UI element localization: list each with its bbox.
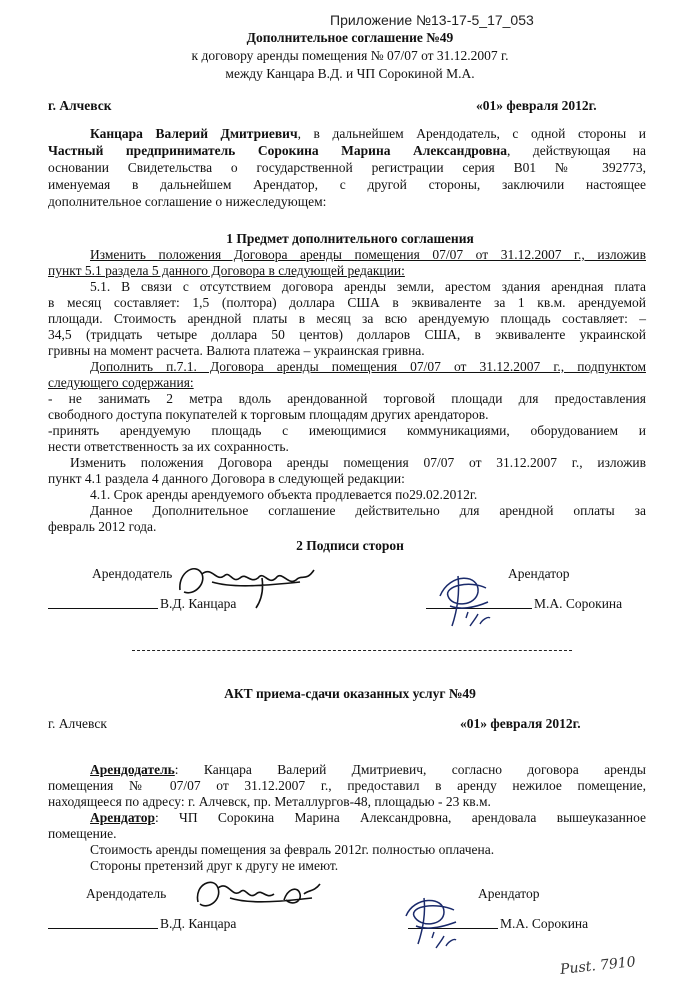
intro-line-1-rest: , в дальнейшем Арендодатель, с одной стороны и — [297, 126, 647, 141]
act-p2-line-1 — [90, 810, 646, 826]
act-p2-line-1-rest: : ЧП Сорокина Марина Александровна, арендовала вышеуказанное — [154, 810, 646, 825]
agreement-landlord-label: Арендодатель — [92, 566, 173, 581]
act-cost-line: Стоимость аренды помещения за февраль 2012г. полностью оплачена. — [90, 842, 495, 857]
registration-note: Pust. 7910 — [559, 954, 637, 978]
s1-line-13: нести ответственность за их сохранность. — [48, 439, 289, 454]
act-tenant-label: Арендатор — [478, 886, 540, 901]
agreement-subtitle-contract: к договору аренды помещения № 07/07 от 31.12.2007 г. — [191, 48, 509, 63]
agreement-landlord-sign-line — [48, 608, 158, 609]
tenant-signature-1 — [430, 566, 500, 636]
act-p2-line-2: помещение. — [48, 826, 117, 841]
s1-line-7: гривны на момент расчета. Валюта платежа – украинская гривна. — [48, 343, 425, 358]
act-city: г. Алчевск — [48, 716, 107, 731]
act-title: АКТ приема-сдачи оказанных услуг №49 — [224, 686, 476, 701]
s1-line-11: свободного доступа покупателей к торговым площадям других арендаторов. — [48, 407, 489, 422]
s1-line-1: Изменить положения Договора аренды помещения 07/07 от 31.12.2007 г., изложив — [90, 247, 646, 262]
intro-line-5: дополнительное соглашение о нижеследующем: — [48, 194, 327, 209]
tenant-full-name: Частный предприниматель Сорокина Марина Александровна — [48, 143, 508, 158]
act-landlord-label-bold: Арендодатель — [90, 762, 175, 777]
agreement-landlord-name: В.Д. Канцара — [160, 596, 237, 611]
s1-line-14: Изменить положения Договора аренды помещения 07/07 от 31.12.2007 г., изложив — [70, 455, 646, 470]
act-p1-line-2: помещения № 07/07 от 31.12.2007 г., предоставил в аренду нежилое помещение, — [48, 778, 646, 793]
landlord-full-name: Канцара Валерий Дмитриевич — [90, 126, 298, 141]
act-claims-line: Стороны претензий друг к другу не имеют. — [90, 858, 339, 873]
s1-line-8: Дополнить п.7.1. Договора аренды помещения 07/07 от 31.12.2007 г., подпунктом — [90, 359, 646, 374]
section-divider — [132, 650, 572, 651]
s1-line-9: следующего содержания: — [48, 375, 194, 390]
s1-line-6: 34,5 (тридцать четыре доллара 50 центов) долларов США, в эквиваленте украинской — [48, 327, 646, 342]
act-p1-line-1 — [90, 762, 646, 778]
agreement-city: г. Алчевск — [48, 98, 112, 113]
act-date: «01» февраля 2012г. — [460, 716, 581, 731]
agreement-title: Дополнительное соглашение №49 — [246, 30, 454, 45]
act-tenant-label-bold: Арендатор — [90, 810, 155, 825]
appendix-label: Приложение №13-17-5_17_053 — [330, 12, 534, 28]
s1-line-16: 4.1. Срок аренды арендуемого объекта продлевается по29.02.2012г. — [90, 487, 478, 502]
landlord-signature-2 — [188, 870, 328, 922]
agreement-tenant-label: Арендатор — [508, 566, 570, 581]
landlord-signature-1 — [172, 552, 322, 612]
s1-line-5: площади. Стоимость арендной платы в месяц за всю арендуемую площадь составляет: – — [48, 311, 646, 326]
intro-line-3: основании Свидетельства о государственной регистрации серия В01 № 392773, — [48, 160, 646, 175]
section2-title: 2 Подписи сторон — [296, 538, 404, 553]
s1-line-4: в месяц составляет: 1,5 (полтора) доллара США в эквиваленте за 1 кв.м. арендуемой — [48, 295, 646, 310]
act-p1-line-1-rest: : Канцара Валерий Дмитриевич, согласно договора аренды — [174, 762, 646, 777]
agreement-subtitle-parties: между Канцара В.Д. и ЧП Сорокиной М.А. — [225, 66, 475, 81]
s1-line-10: - не занимать 2 метра вдоль арендованной торговой площади для предоставления — [48, 391, 646, 406]
agreement-tenant-name: М.А. Сорокина — [534, 596, 623, 611]
intro-line-4: именуемая в дальнейшем Арендатор, с другой стороны, заключили настоящее — [48, 177, 646, 192]
act-landlord-sign-line — [48, 928, 158, 929]
tenant-signature-2 — [398, 890, 468, 954]
act-tenant-name: М.А. Сорокина — [500, 916, 589, 931]
intro-line-1 — [90, 126, 646, 142]
s1-line-15: пункт 4.1 раздела 4 данного Договора в следующей редакции: — [48, 471, 405, 486]
act-landlord-label: Арендодатель — [86, 886, 167, 901]
s1-line-3: 5.1. В связи с отсутствием договора аренды земли, арестом здания арендная плата — [90, 279, 646, 294]
act-p1-line-3: находящееся по адресу: г. Алчевск, пр. Металлургов-48, площадью - 23 кв.м. — [48, 794, 491, 809]
s1-line-2: пункт 5.1 раздела 5 данного Договора в следующей редакции: — [48, 263, 405, 278]
s1-line-12: -принять арендуемую площадь с имеющимися коммуникациями, оборудованием и — [48, 423, 646, 438]
s1-line-17: Данное Дополнительное соглашение действительно для арендной оплаты за — [90, 503, 646, 518]
section1-title: 1 Предмет дополнительного соглашения — [226, 231, 474, 246]
intro-line-2-rest: , действующая на — [507, 143, 646, 158]
act-landlord-name: В.Д. Канцара — [160, 916, 237, 931]
agreement-date: «01» февраля 2012г. — [476, 98, 597, 113]
intro-line-2 — [48, 143, 646, 159]
s1-line-18: февраль 2012 года. — [48, 519, 157, 534]
